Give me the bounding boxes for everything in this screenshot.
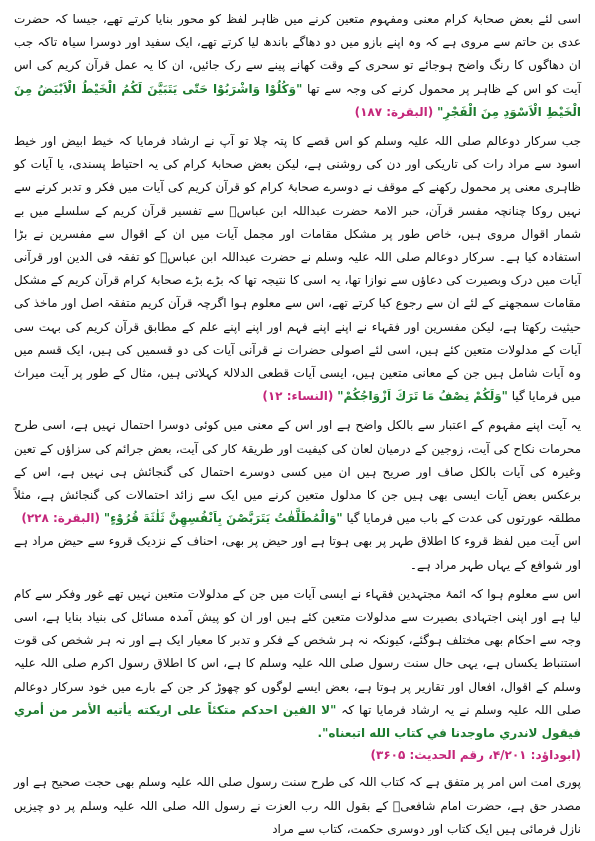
paragraph-2 [14, 130, 581, 408]
quran-verse: "وَلَكُمْ نِصْفُ مَا تَرَكَ اَزْوَاجُكُمْ" [337, 389, 508, 404]
paragraph-text: یہ آیت اپنے مفہوم کے اعتبار سے بالکل واضح ہے اور اس کے معنی میں کوئی دوسرا احتمال نہیں ہے، اسی طرح محرمات نکاح کی آیت، زوجین کے درمیان لعان کی کیفیت اور طریقۂ کار کی آیت، بعض جرائم کی سزاؤں کے تعین وغیرہ کی آیات بالکل صاف اور صریح ہیں ان میں کسی دوسرے احتمال کی گنجائش ہی نہیں ہے، اس کے برعکس بعض آیات ایسی بھی ہیں جن کا مدلول متعین کرنے میں ایک سے زائد احتمالات کی گنجائش ہے، مثلاً مطلقہ عورتوں کی عدت کے باب میں فرمایا گیا [14, 418, 581, 526]
paragraph-6 [14, 771, 581, 841]
paragraph-1 [14, 8, 581, 124]
paragraph-text: اسی لئے بعض صحابۂ کرام معنی ومفہوم متعین کرنے میں ظاہر لفظ کو محور بنایا کرتے تھے، جیسا کہ حضرت عدی بن حاتم سے مروی ہے کہ وہ اپنے بازو میں دو دھاگے باندھ لیا کرتے تھے، ایک سفید اور دوسرا سیاہ تاکہ جب ان دھاگوں کا رنگ واضح ہوجائے تو سحری کے وقت کھانے پینے سے رک جائیں، ان کا یہ عمل قرآن کریم کی اس آیت کو اس کے ظاہر پر محمول کرنے کی وجہ سے تھا [14, 12, 581, 96]
paragraph-3 [14, 414, 581, 530]
paragraph-4 [14, 530, 581, 576]
paragraph-text: پوری امت اس امر پر متفق ہے کہ کتاب اللہ کی طرح سنت رسول صلی اللہ علیہ وسلم بھی حجت صحیح ہے اور مصدر حق ہے، حضرت امام شافعیؒ کے بقول اللہ رب العزت نے رسول اللہ صلی اللہ علیہ وسلم پر دو چیزیں نازل فرمائی ہیں ایک کتاب اور دوسری حکمت، کتاب سے مراد [14, 775, 581, 836]
paragraph-5 [14, 583, 581, 745]
quran-verse: "وَالْمُطَلَّقٰتُ يَتَرَبَّصْنَ بِاَنْفُسِهِنَّ ثَلٰثَةَ قُرُوْءٍ" [103, 511, 343, 526]
quran-verse: "وَكُلُوْا وَاشْرَبُوْا حَتّٰى يَتَبَيَّنَ لَكُمُ الْخَيْطُ الْاَبْيَضُ مِنَ الْخَيْطِ الْاَسْوَدِ مِنَ الْفَجْرِ" [14, 81, 581, 119]
hadith-quote: "لا الفين احدكم متكئاً على اريكته يأتيه الأمر من أمري فيقول لاندري ماوجدنا في كتاب الله اتبعناه". [14, 702, 581, 741]
verse-reference: (البقرة: ۲۲۸) [21, 511, 100, 526]
hadith-reference-line [14, 745, 581, 765]
verse-reference: (النساء: ۱۲) [262, 389, 334, 404]
paragraph-text: اس آیت میں لفظ قروء کا اطلاق طہر پر بھی ہوتا ہے اور حیض پر بھی، احناف کے نزدیک قروء سے حیض مراد ہے اور شوافع کے یہاں طہر مراد ہے۔ [14, 534, 581, 572]
paragraph-text: جب سرکار دوعالم صلی اللہ علیہ وسلم کو اس قصے کا پتہ چلا تو آپ نے ارشاد فرمایا کہ خیط ابیض اور خیط اسود سے مراد رات کی تاریکی اور دن کی روشنی ہے، لیکن بعض صحابۂ کرام کی یہ احتیاط پسندی، یا آیات کو ظاہری معنی پر محمول رکھنے کے موقف نے دوسرے صحابۂ کرام کو قرآن کریم کی آیات میں فکر و تدبر کرنے سے نہیں روکا چنانچہ مفسر قرآن، حبر الامۃ حضرت عبداللہ ابن عباسؓ سے تفسیر قرآن کریم کے سلسلے میں بے شمار اقوال مروی ہیں، خاص طور پر مشکل مقامات اور مجمل آیات میں ان کے اقوال سے مفسرین نے بڑا استفادہ کیا ہے۔ سرکار دوعالم صلی اللہ علیہ وسلم نے حضرت عبداللہ ابن عباسؓ کو تفقہ فی الدین اور قرآنی آیات میں درک وبصیرت کی دعاؤں سے نوازا تھا، یہ اسی کا نتیجہ تھا کہ بڑے بڑے صحابۂ کرام قرآن کریم کے مشکل مقامات سمجھنے کے لئے ان سے رجوع کیا کرتے تھے، اس سے معلوم ہوا اگرچہ قرآن کریم متفقہ اصل اور ماخذ کی حیثیت رکھتا ہے، لیکن مفسرین اور فقہاء نے اپنے اپنے فہم اور اپنے اپنے علم کے مطابق قرآن کریم کی بہت سی آیات کے مدلولات متعین کئے ہیں، اسی لئے اصولی حضرات نے قرآنی آیات کی دو قسمیں کی ہیں، ایک قسم میں وہ آیات شامل ہیں جن کے معانی متعین ہیں، ایسی آیات قطعی الدلالۃ کہلاتی ہیں، مثال کے طور پر آیت میراث میں فرمایا گیا [14, 134, 581, 404]
hadith-reference: (ابوداؤد: ۴/۲۰۱، رقم الحدیث: ۳۶۰۵) [370, 748, 581, 763]
verse-reference: (البقرة: ۱۸۷) [354, 104, 434, 119]
paragraph-text: اس سے معلوم ہوا کہ ائمۂ مجتہدین فقہاء نے ایسی آیات میں جن کے مدلولات متعین نہیں تھے غور وفکر سے کام لیا ہے اور اپنی اجتہادی بصیرت سے مدلولات متعین کئے ہیں اور ان کو پیش آمدہ مسائل کی بنیاد بنایا ہے، اسی وجہ سے احکام بھی مختلف ہوگئے، کیونکہ نہ ہر شخص کے فکر و تدبر کا معیار ایک ہے اور نہ ہر شخص کی قوت استنباط یکساں ہے، یہی حال سنت رسول صلی اللہ علیہ وسلم کا ہے، اس کا اطلاق رسول اکرم صلی اللہ علیہ وسلم کے اقوال، افعال اور تقاریر پر ہوتا ہے، بعض ایسے لوگوں کو چھوڑ کر جن کے بارے میں خود سرکار دوعالم صلی اللہ علیہ وسلم نے یہ ارشاد فرمایا تھا کہ [14, 586, 582, 717]
